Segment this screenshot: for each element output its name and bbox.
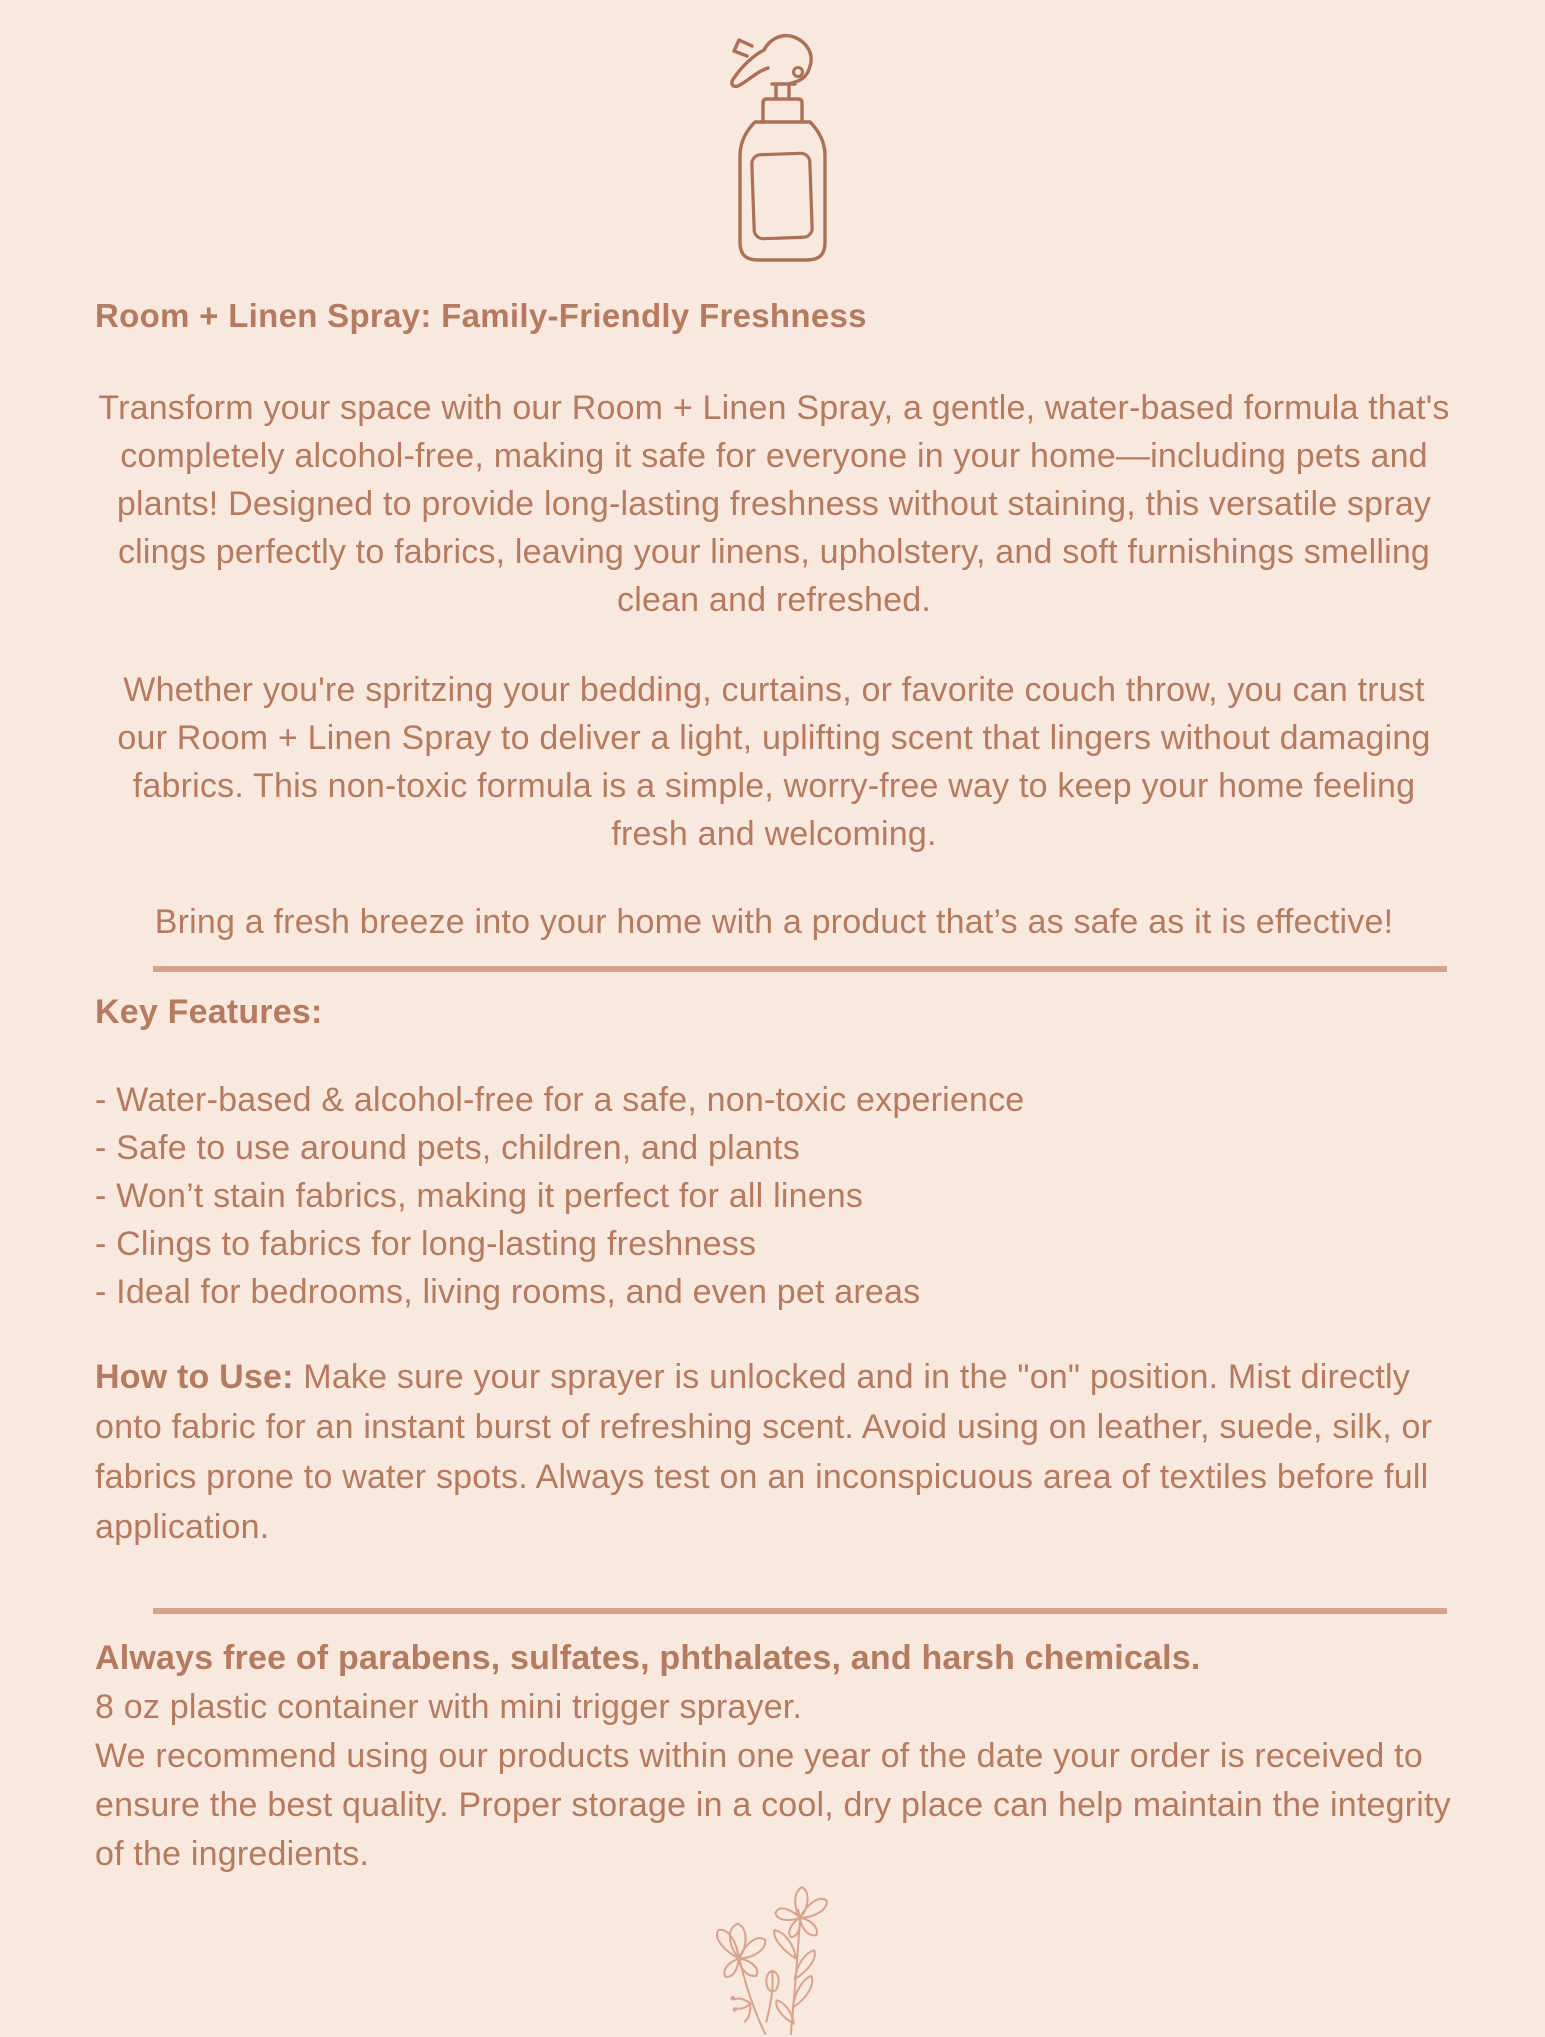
key-features-heading: Key Features: bbox=[95, 993, 323, 1031]
how-to-use-text: Make sure your sprayer is unlocked and in the "on" position. Mist directly onto fabric for an instant burst of refreshing scent. Avoid using on leather, suede, silk, or fabrics prone to water spots. Always test on an inconspicuous area of textiles before full application. bbox=[95, 1358, 1433, 1546]
feature-item-2: - Safe to use around pets, children, and plants bbox=[95, 1129, 800, 1167]
intro-paragraph-2: Whether you're spritzing your bedding, curtains, or favorite couch throw, you can trust our Room + Linen Spray to deliver a light, uplifting scent that lingers without damaging fabrics. This non-toxic formula is a simple, worry-free way to keep your home feeling fresh and welcoming. bbox=[117, 671, 1431, 853]
wildflower-icon bbox=[95, 1879, 1453, 2037]
spray-bottle-drawing bbox=[718, 26, 830, 262]
key-features-list bbox=[95, 1076, 1453, 1316]
feature-item-4: - Clings to fabrics for long-lasting freshness bbox=[95, 1225, 757, 1263]
wildflower-drawing bbox=[692, 1879, 857, 2037]
feature-item-3: - Won’t stain fabrics, making it perfect for all linens bbox=[95, 1177, 864, 1215]
how-to-use-paragraph bbox=[95, 1352, 1453, 1552]
intro-paragraph-1: Transform your space with our Room + Linen Spray, a gentle, water-based formula that's completely alcohol-free, making it safe for everyone in your home—including pets and plants! Designed to provide long-lasting freshness without staining, this versatile spray clings perfectly to fabrics, leaving your linens, upholstery, and soft furnishings smelling clean and refreshed. bbox=[98, 389, 1450, 619]
tagline: Bring a fresh breeze into your home with a product that’s as safe as it is effective! bbox=[154, 903, 1394, 941]
how-to-use-label: How to Use: bbox=[95, 1358, 294, 1396]
feature-item-5: - Ideal for bedrooms, living rooms, and even pet areas bbox=[95, 1273, 921, 1311]
feature-item-1: - Water-based & alcohol-free for a safe, non-toxic experience bbox=[95, 1081, 1025, 1119]
page-title: Room + Linen Spray: Family-Friendly Freshness bbox=[95, 297, 867, 334]
shelf-life-line: We recommend using our products within one year of the date your order is received to ensure the best quality. Proper storage in a cool, dry place can help maintain the integrity of the ingredients. bbox=[95, 1737, 1451, 1873]
container-line: 8 oz plastic container with mini trigger sprayer. bbox=[95, 1688, 803, 1726]
spray-bottle-icon bbox=[95, 26, 1453, 262]
section-divider-top bbox=[153, 966, 1447, 972]
section-divider-bottom bbox=[153, 1608, 1447, 1614]
free-of-line: Always free of parabens, sulfates, phthalates, and harsh chemicals. bbox=[95, 1639, 1201, 1677]
product-details bbox=[95, 1634, 1453, 1879]
